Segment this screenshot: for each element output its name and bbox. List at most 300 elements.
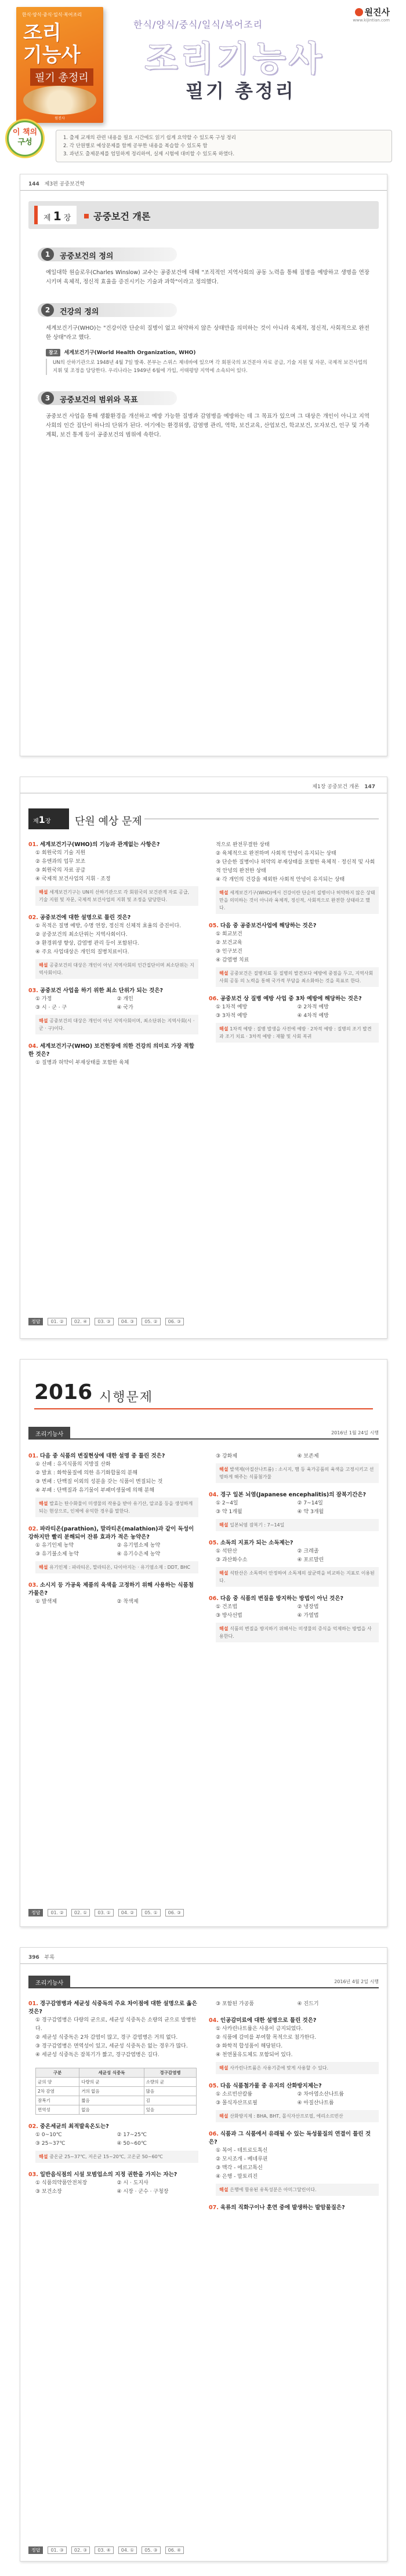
answer-option: ① 가정 bbox=[35, 996, 52, 1002]
answer-option-row bbox=[28, 2179, 198, 2188]
question-number: 01. bbox=[28, 841, 38, 848]
answer-option: ② 보건교육 bbox=[216, 940, 242, 946]
header-title: 조리기능사 bbox=[145, 39, 325, 78]
section-pill bbox=[38, 303, 177, 317]
subject-name: 조리기능사 bbox=[28, 1976, 70, 1988]
answer-option: ② 세균성 식중독은 2차 감염이 많고, 경구 감염병은 거의 없다. bbox=[35, 2035, 178, 2041]
book-cover-top: 한식·양식·중식·일식·복어조리 bbox=[22, 12, 82, 17]
question-number: 03. bbox=[28, 1582, 38, 1588]
section-text: 세계보건기구(WHO)는 "건강이란 단순히 질병이 없고 허약하지 않은 상태만을 의미하는 것이 아니라 육체적, 정신적, 사회적으로 완전한 상태"라고 했다. bbox=[46, 325, 369, 341]
table-row bbox=[36, 2087, 197, 2096]
answer-option-row bbox=[209, 1612, 379, 1620]
question-item bbox=[28, 1582, 198, 1606]
question-column-left bbox=[28, 2000, 198, 2220]
answer-option: ② 식품에 감미를 부여할 목적으로 첨가한다. bbox=[216, 2035, 317, 2041]
table-cell: 잠복기 bbox=[36, 2096, 79, 2105]
question-columns bbox=[28, 841, 379, 1076]
question-item bbox=[209, 2000, 379, 2009]
answer-key-label: 정답 bbox=[28, 1909, 43, 1916]
section-number: 3 bbox=[41, 392, 54, 405]
header-title-sub: 필기 총정리 bbox=[186, 80, 296, 102]
answer-option: ③ 25~37℃ bbox=[35, 2141, 66, 2147]
answer-option: ③ 단순한 질병이나 허약의 부재상태를 포함한 육체적 · 정신적 및 사회적 안녕의 완전한 상태 bbox=[216, 859, 375, 874]
question-number: 06. bbox=[209, 996, 219, 1002]
explanation-mark: 해설 bbox=[219, 1522, 230, 1528]
answer-option: ④ 천연물유도체도 포함되어 있다. bbox=[216, 2052, 293, 2058]
exam-date: 2016년 1월 24일 시행 bbox=[331, 1430, 379, 1435]
question-number: 03. bbox=[28, 2171, 38, 2178]
chapter-bar bbox=[28, 201, 379, 229]
question-stem: 소독의 지표가 되는 소독제는? bbox=[220, 1540, 293, 1546]
question-stem: 다음 중 공중보건사업에 해당하는 것은? bbox=[220, 923, 317, 929]
question-stem: 육류의 직화구이나 훈연 중에 발생하는 발암물질은? bbox=[220, 2205, 345, 2211]
comparison-table bbox=[35, 2068, 197, 2115]
chapter-number-value: 1 bbox=[53, 209, 61, 223]
answer-option: ④ 각 개인의 건강을 제외한 사회적 안녕이 유지되는 상태 bbox=[216, 877, 345, 883]
question-item bbox=[209, 995, 379, 1043]
answer-option-row bbox=[209, 2000, 379, 2009]
answer-option: ③ 변패 : 단백질 이외의 성분을 갖는 식품이 변질되는 것 bbox=[35, 1479, 163, 1485]
question-number: 05. bbox=[209, 2083, 219, 2089]
question-item bbox=[209, 1539, 379, 1587]
answer-option: ② 유엔과의 업무 보조 bbox=[35, 859, 86, 865]
question-text bbox=[28, 841, 198, 849]
explanation-mark: 해설 bbox=[39, 890, 50, 895]
answer-option: ① 회원국의 기술 지원 bbox=[35, 850, 86, 856]
answer-key-item: 01. ③ bbox=[48, 2546, 66, 2554]
question-item bbox=[28, 1043, 198, 1067]
table-header-row bbox=[36, 2068, 197, 2078]
answer-key-item: 05. ② bbox=[142, 1318, 160, 1325]
answer-option: ① 1차적 예방 bbox=[216, 1004, 248, 1010]
answer-key bbox=[28, 1907, 379, 1918]
publisher-name: 원진사 bbox=[364, 7, 390, 17]
answer-option: ④ 감염병 치료 bbox=[216, 957, 249, 963]
answer-option-row bbox=[209, 1003, 379, 1012]
feature-item: 3. 과년도 출제문제를 엄밀하게 정리하여, 실제 시험에 대비할 수 있도록 하였다. bbox=[63, 151, 235, 157]
page-running-title: 부록 bbox=[44, 1955, 55, 1961]
explanation-text: 유기인제 : 파라티온, 말라티온, 다이아지논 · 유기염소제 : DDT, BHC bbox=[49, 1565, 191, 1570]
explanation-text: 공중보건의 대상은 개인이 아닌 지역사회의 인간집단이며 최소단위는 지역사회이다. bbox=[39, 963, 194, 975]
table-cell: 짧음 bbox=[79, 2096, 144, 2105]
answer-option: ④ 유기수은제 농약 bbox=[117, 1551, 161, 1557]
unit-label-prefix: 제 bbox=[33, 818, 39, 825]
table-header: 세균성 식중독 bbox=[79, 2068, 144, 2078]
answer-key-label: 정답 bbox=[28, 1318, 43, 1325]
answer-option: ② 차아염소산나트륨 bbox=[297, 2092, 344, 2097]
question-stem: 세계보건기구(WHO) 보건헌장에 의한 건강의 의미로 가장 적합한 것은? bbox=[28, 1043, 194, 1058]
question-stem: 중온세균의 최적발육온도는? bbox=[39, 2123, 109, 2130]
answer-key-item: 06. ④ bbox=[165, 2546, 184, 2554]
question-item bbox=[28, 1452, 198, 1517]
explanation-box bbox=[35, 2151, 198, 2163]
explanation-box bbox=[35, 1497, 198, 1517]
feature-item: 1. 출제 교재의 관련 내용을 필요 시간에도 읽기 쉽게 요약할 수 있도록 구성 정리 bbox=[63, 135, 236, 141]
explanation-box bbox=[35, 886, 198, 906]
explanation-text: 중온균 25~37℃, 저온균 15~20℃, 고온균 50~60℃ bbox=[49, 2154, 163, 2159]
answer-option-row bbox=[209, 1012, 379, 1021]
question-column-right bbox=[209, 841, 379, 1076]
explanation-box bbox=[216, 1463, 379, 1483]
explanation-box bbox=[35, 1015, 198, 1034]
page-number: 144 bbox=[28, 181, 39, 187]
section-title: 공중보건의 범위와 목표 bbox=[60, 396, 138, 405]
answer-key bbox=[28, 1316, 379, 1327]
question-number: 01. bbox=[28, 2001, 38, 2007]
book-structure-badge bbox=[7, 121, 43, 156]
answer-key-item: 06. ③ bbox=[165, 1909, 184, 1916]
section-number: 2 bbox=[41, 304, 54, 316]
reference-note-heading: 세계보건기구(World Health Organization, WHO) bbox=[64, 350, 196, 356]
answer-option: ① 목적은 질병 예방, 수명 연장, 정신적 신체적 효율의 증진이다. bbox=[35, 923, 182, 929]
answer-key-item: 01. ② bbox=[48, 1318, 66, 1325]
answer-key-item: 03. ① bbox=[95, 1909, 113, 1916]
table-cell: 거의 없음 bbox=[79, 2087, 144, 2096]
explanation-box bbox=[216, 887, 379, 914]
answer-option: ④ 은행 - 말토리진 bbox=[216, 2174, 258, 2180]
explanation-box bbox=[216, 1623, 379, 1642]
question-item bbox=[209, 841, 379, 914]
table-cell: 면역성 bbox=[36, 2105, 79, 2115]
page-number: 396 bbox=[28, 1955, 39, 1961]
unit-label-value: 1 bbox=[38, 814, 45, 825]
answer-option: ④ 부패 : 단백질과 유기물이 부패미생물에 의해 분해 bbox=[35, 1488, 155, 1493]
question-text bbox=[28, 1043, 198, 1059]
answer-option: ② 공중보건의 최소단위는 지역사회이다. bbox=[35, 932, 128, 938]
explanation-box bbox=[216, 2184, 379, 2196]
section-text: 예일대학 원슬로우(Charles Winslow) 교수는 공중보건에 대해 "조직적인 지역사회의 공동 노력을 통해 질병을 예방하고 생명을 연장시키며 육체적, 정신적 효율을 증진시키는 기술과 과학"이라고 정의했다. bbox=[46, 269, 369, 285]
answer-option: ③ 몰식자산프로필 bbox=[216, 2100, 258, 2106]
question-text bbox=[209, 922, 379, 930]
unit-quiz-title bbox=[28, 808, 379, 829]
answer-option: ① 유기인제 농약 bbox=[35, 1543, 74, 1548]
question-stem: 소시지 등 가공육 제품의 육색을 고정하기 위해 사용하는 식품첨가물은? bbox=[28, 1582, 194, 1597]
question-item bbox=[209, 1491, 379, 1531]
book-cover-sub: 필기 총정리 bbox=[30, 68, 93, 86]
section-text: 공중보건 사업을 통해 생활환경을 개선하고 예방 가능한 질병과 감염병을 예방하는 데 그 목표가 있으며 그 대상은 개인이 아니고 지역사회의 인간 집단이 하나의 단위가 된다. 여기에는 환경위생, 감염병 관리, 역학, 보건교육, 산업보건, 학교보건, 모자보건, 인구 및 가족계획, 보건 통계 등이 공중보건의 범위에 속한다. bbox=[46, 413, 369, 438]
explanation-text: 일본뇌염 잠복기 : 7~14일 bbox=[230, 1522, 285, 1528]
answer-option: ② 2차적 예방 bbox=[297, 1004, 329, 1010]
question-stem: 식품과 그 식품에서 유래될 수 있는 독성물질의 연결이 틀린 것은? bbox=[209, 2131, 371, 2145]
answer-option: ③ 보건소장 bbox=[35, 2189, 62, 2195]
answer-option: ① 건조법 bbox=[216, 1604, 238, 1610]
explanation-text: 산화방지제 : BHA, BHT, 몰식자산프로필, 에리소르빈산 bbox=[230, 2114, 343, 2119]
reference-note-title bbox=[46, 348, 369, 356]
sample-page-appendix bbox=[20, 1947, 387, 2562]
question-number: 01. bbox=[28, 1453, 38, 1459]
explanation-box bbox=[216, 967, 379, 987]
answer-option-row bbox=[28, 995, 198, 1004]
answer-option: ④ 아질산나트륨 bbox=[297, 2100, 334, 2106]
sample-page-exam bbox=[20, 1359, 387, 1927]
explanation-mark: 해설 bbox=[219, 971, 230, 976]
explanation-text: 발색제(아질산나트륨) : 소시지, 햄 등 육가공품의 육색을 고정시키고 선명하게 해주는 식품첨가물 bbox=[219, 1467, 374, 1480]
subject-name: 조리기능사 bbox=[28, 1427, 70, 1440]
question-number: 06. bbox=[209, 2131, 219, 2137]
answer-option: ① 발색제 bbox=[35, 1599, 57, 1605]
title-rule bbox=[144, 818, 379, 819]
answer-key bbox=[28, 2545, 379, 2555]
question-stem: 다음 중 식품의 변질을 방지하는 방법이 아닌 것은? bbox=[220, 1595, 344, 1602]
answer-option: ② 발효 : 화학물질에 의한 유기화합물의 분해 bbox=[35, 1470, 138, 1476]
page-running-title: 제3편 공중보건학 bbox=[44, 181, 85, 187]
question-item bbox=[28, 914, 198, 979]
table-body bbox=[36, 2078, 197, 2115]
explanation-mark: 해설 bbox=[219, 890, 230, 895]
question-number: 03. bbox=[28, 988, 38, 994]
question-number: 04. bbox=[28, 1043, 38, 1050]
table-header: 경구감염병 bbox=[144, 2068, 197, 2078]
explanation-box bbox=[35, 959, 198, 979]
question-item bbox=[28, 2000, 198, 2060]
answer-option: ② 17~25℃ bbox=[117, 2132, 147, 2138]
answer-option: ④ 주요 사업대상은 개인의 질병치료이다. bbox=[35, 949, 129, 955]
answer-key-item: 02. ③ bbox=[71, 2546, 90, 2554]
question-column-left bbox=[28, 841, 198, 1076]
explanation-mark: 해설 bbox=[39, 1501, 50, 1506]
question-number: 02. bbox=[28, 1526, 38, 1532]
answer-option-row bbox=[209, 1508, 379, 1517]
question-text bbox=[28, 2171, 198, 2179]
question-number: 06. bbox=[209, 1595, 219, 1602]
reference-note-body: UN의 산하기관으로 1948년 4월 7일 발족. 본부는 스위스 제네바에 있으며 각 회원국의 보건분야 자료 공급, 기술 지원 및 자문, 국제적 보건사업의 지휘 및 조정을 담당한다. 우리나라는 1949년 6월에 가입, 서태평양 지역에 소속되어 있다. bbox=[46, 359, 369, 375]
answer-option: ② 유기염소제 농약 bbox=[117, 1543, 161, 1548]
explanation-mark: 해설 bbox=[39, 963, 50, 968]
answer-option: ③ 회원국의 자료 공급 bbox=[35, 868, 86, 873]
question-item bbox=[209, 1595, 379, 1642]
subject-bar bbox=[28, 1427, 379, 1440]
answer-key-item: 02. ④ bbox=[71, 1318, 90, 1325]
book-cover-foot: 원진사 bbox=[55, 116, 65, 121]
exam-date: 2016년 4월 2일 시행 bbox=[334, 1979, 379, 1984]
question-item bbox=[28, 1525, 198, 1573]
answer-option: ③ 포함된 가공품 bbox=[216, 2001, 254, 2007]
book-cover-food-image bbox=[23, 86, 96, 115]
answer-option-row bbox=[28, 2140, 198, 2148]
answer-option: ③ 방사선법 bbox=[216, 1613, 242, 1619]
question-item bbox=[209, 1452, 379, 1483]
table-row bbox=[36, 2078, 197, 2087]
answer-option-row bbox=[28, 1004, 198, 1012]
answer-option-row bbox=[209, 1603, 379, 1612]
answer-option: ③ 3차적 예방 bbox=[216, 1013, 248, 1019]
answer-option-row bbox=[209, 1499, 379, 1508]
question-number: 04. bbox=[209, 1492, 219, 1498]
question-stem: 공중보건에 대한 설명으로 틀린 것은? bbox=[39, 914, 131, 921]
explanation-text: 공중보건의 대상은 개인이 아닌 지역사회이며, 최소단위는 지역사회(시 · 군 · 구)이다. bbox=[39, 1018, 195, 1031]
page-running-title: 제1장 공중보건 개론 bbox=[312, 784, 360, 790]
question-stem: 다음 중 식품의 변질현상에 대한 설명 중 틀린 것은? bbox=[39, 1453, 165, 1459]
badge-line1: 이 책의 bbox=[12, 128, 38, 137]
page-number: 147 bbox=[364, 784, 375, 790]
answer-key-label: 정답 bbox=[28, 2546, 43, 2554]
answer-key-item: 05. ③ bbox=[142, 2546, 160, 2554]
exam-banner bbox=[34, 1377, 387, 1409]
answer-key-item: 04. ③ bbox=[118, 1318, 137, 1325]
answer-option: ④ 4차적 예방 bbox=[297, 1013, 329, 1019]
table-cell: 없음 bbox=[79, 2105, 144, 2115]
explanation-text: 식품의 변질을 방지하기 위해서는 미생물의 증식을 억제하는 방법을 사용한다. bbox=[219, 1626, 372, 1639]
table-cell: 다량의 균 bbox=[79, 2078, 144, 2087]
question-text bbox=[28, 1452, 198, 1460]
table-row bbox=[36, 2096, 197, 2105]
question-text bbox=[209, 2082, 379, 2090]
answer-option: ③ 시 · 군 · 구 bbox=[35, 1005, 67, 1011]
exam-year: 2016 bbox=[34, 1380, 93, 1404]
chapter-number-prefix: 제 bbox=[44, 214, 51, 223]
explanation-mark: 해설 bbox=[219, 2065, 230, 2071]
question-item bbox=[209, 2204, 379, 2212]
answer-option: ④ 세균성 식중독은 잠복기가 짧고, 경구감염병은 길다. bbox=[35, 2052, 160, 2058]
publisher-logo bbox=[353, 6, 390, 18]
page-header bbox=[20, 777, 387, 793]
table-cell: 2차 감염 bbox=[36, 2087, 79, 2096]
question-item bbox=[209, 2017, 379, 2074]
question-text bbox=[28, 914, 198, 922]
answer-option: ① 소르빈산칼륨 bbox=[216, 2092, 253, 2097]
question-column-left bbox=[28, 1452, 198, 1650]
answer-option-row bbox=[28, 2188, 198, 2196]
answer-option: ① 사카린나트륨은 사용이 금지되었다. bbox=[216, 2026, 303, 2032]
question-stem: 일반음식점의 시설 모범업소의 지정 권한을 가지는 자는? bbox=[39, 2171, 177, 2178]
question-number: 07. bbox=[209, 2205, 219, 2211]
section-title: 건강의 정의 bbox=[60, 308, 99, 316]
table-cell: 소량의 균 bbox=[144, 2078, 197, 2087]
question-item bbox=[209, 922, 379, 987]
book-cover bbox=[16, 7, 103, 123]
explanation-mark: 해설 bbox=[219, 1026, 230, 1032]
answer-key-item: 02. ① bbox=[71, 1909, 90, 1916]
book-cover-title bbox=[23, 22, 81, 66]
answer-option: ② 냉장법 bbox=[297, 1604, 319, 1610]
explanation-mark: 해설 bbox=[219, 1571, 230, 1576]
answer-option: ③ 과산화수소 bbox=[216, 1557, 248, 1563]
answer-option: ④ 시장 · 군수 · 구청장 bbox=[117, 2189, 169, 2195]
answer-key-item: 06. ③ bbox=[165, 1318, 184, 1325]
feature-item: 2. 각 단원별로 예상문제를 함께 공부한 내용을 복습할 수 있도록 함 bbox=[63, 143, 208, 149]
section-heading bbox=[38, 303, 369, 317]
answer-key-item: 04. ① bbox=[118, 2546, 137, 2554]
question-stem: 경구감염병과 세균성 식중독의 주요 차이점에 대한 설명으로 옳은 것은? bbox=[28, 2001, 197, 2015]
answer-option: ① 2~4일 bbox=[216, 1500, 238, 1506]
answer-option: ④ 보존제 bbox=[297, 1453, 319, 1459]
unit-label bbox=[28, 808, 69, 829]
page-header bbox=[20, 1948, 387, 1964]
answer-option: ② 7~14일 bbox=[297, 1500, 323, 1506]
explanation-box bbox=[216, 1023, 379, 1043]
table-cell: 있음 bbox=[144, 2105, 197, 2115]
explanation-mark: 해설 bbox=[219, 2114, 230, 2119]
feature-list bbox=[56, 130, 392, 162]
answer-key-item: 01. ② bbox=[48, 1909, 66, 1916]
answer-option-row bbox=[28, 1598, 198, 1606]
question-text bbox=[28, 1582, 198, 1598]
unit-quiz-heading: 단원 예상 문제 bbox=[75, 815, 142, 828]
explanation-box bbox=[35, 1561, 198, 1573]
answer-option: 적으로 완전무결한 상태 bbox=[216, 842, 270, 848]
answer-option: ② 시 · 도지사 bbox=[117, 2180, 148, 2186]
answer-option: ④ 50~60℃ bbox=[117, 2141, 147, 2147]
explanation-mark: 해설 bbox=[39, 1018, 50, 1023]
table-cell: 균의 양 bbox=[36, 2078, 79, 2087]
answer-option: ① 석탄산 bbox=[216, 1548, 238, 1554]
answer-option: ① 질병과 허약이 부재상태를 포함한 육체 bbox=[35, 1060, 129, 1066]
question-stem: 경구 일본 뇌염(Japanese encephalitis)의 잠복기간은? bbox=[220, 1492, 367, 1498]
explanation-mark: 해설 bbox=[219, 1467, 230, 1472]
table-cell: 김 bbox=[144, 2096, 197, 2105]
explanation-mark: 해설 bbox=[219, 2187, 230, 2192]
question-text bbox=[209, 2204, 379, 2212]
book-cover-title-text: 조리 기능사 bbox=[23, 21, 81, 67]
answer-option-row bbox=[28, 1550, 198, 1559]
question-number: 02. bbox=[28, 2123, 38, 2130]
question-columns bbox=[28, 1452, 379, 1650]
answer-option: ② 개인 bbox=[117, 996, 133, 1002]
question-stem: 공중보건 상 질병 예방 사업 중 3차 예방에 해당하는 것은? bbox=[220, 996, 362, 1002]
reference-note bbox=[46, 348, 369, 375]
question-number: 04. bbox=[209, 2017, 219, 2024]
chapter-number bbox=[34, 206, 77, 224]
section-title: 공중보건의 정의 bbox=[60, 252, 114, 261]
explanation-box bbox=[216, 1567, 379, 1587]
publisher-logo-icon bbox=[355, 8, 363, 16]
explanation-box bbox=[216, 2062, 379, 2074]
answer-option: ③ 화학적 합성품이 해당된다. bbox=[216, 2043, 283, 2049]
answer-option: ④ 국가 bbox=[117, 1005, 133, 1011]
explanation-text: 세계보건기구는 UN의 산하기관으로 각 회원국의 보건관계 자료 공급, 기술 지원 및 자문, 국제적 보건사업의 지휘 및 조정을 담당한다. bbox=[39, 890, 190, 902]
answer-option: ① 산패 : 유지식품의 지방질 산화 bbox=[35, 1462, 111, 1467]
answer-option: ① 회교보건 bbox=[216, 931, 242, 937]
answer-option: ④ 국제적 보건사업의 지휘 · 조정 bbox=[35, 876, 111, 882]
question-column-right bbox=[209, 2000, 379, 2220]
answer-option: ③ 맥각 - 에르고톡신 bbox=[216, 2165, 263, 2171]
answer-option-row bbox=[209, 2090, 379, 2099]
answer-option: ④ 포르말린 bbox=[297, 1557, 324, 1563]
question-item bbox=[28, 2123, 198, 2163]
question-text bbox=[209, 2017, 379, 2025]
section-number: 1 bbox=[41, 248, 54, 261]
explanation-text: 발효는 탄수화물이 미생물의 작용을 받아 유기산, 알코올 등을 생성하게 되는 현상으로, 인체에 유익한 경우를 말한다. bbox=[39, 1501, 193, 1514]
question-stem: 인공감미료에 대한 설명으로 틀린 것은? bbox=[220, 2017, 317, 2024]
question-item bbox=[28, 841, 198, 906]
answer-key-item: 05. ① bbox=[142, 1909, 160, 1916]
explanation-mark: 해설 bbox=[39, 1565, 50, 1570]
page-header bbox=[20, 174, 387, 191]
answer-option: ③ 경구감염병은 면역성이 있고, 세균성 식중독은 없는 경우가 많다. bbox=[35, 2043, 188, 2049]
unit-label-suffix: 장 bbox=[45, 818, 51, 825]
exam-rule bbox=[34, 1408, 373, 1409]
answer-option-row bbox=[209, 2099, 379, 2108]
answer-option: ③ 유기불소제 농약 bbox=[35, 1551, 79, 1557]
question-group bbox=[28, 2000, 198, 2060]
question-group bbox=[28, 2123, 198, 2196]
question-stem: 공중보건 사업을 하기 위한 최소 단위가 되는 것은? bbox=[39, 988, 164, 994]
answer-option-row bbox=[209, 1452, 379, 1461]
question-columns bbox=[28, 2000, 379, 2220]
question-column-right bbox=[209, 1452, 379, 1650]
question-text bbox=[28, 1525, 198, 1542]
question-item bbox=[209, 2082, 379, 2122]
explanation-text: 공중보건은 질병치료 등 질병의 발견보다 예방에 중점을 두고, 지역사회 사회 공동 의 노력을 통해 국가적 부담을 최소화하는 것을 목표로 한다. bbox=[219, 971, 374, 983]
section-heading bbox=[38, 391, 369, 405]
answer-option-row bbox=[28, 2131, 198, 2140]
answer-option: ② 육체적으로 완전하며 사회적 안녕이 유지되는 상태 bbox=[216, 851, 336, 857]
table-header: 구분 bbox=[36, 2068, 79, 2078]
answer-option-row bbox=[209, 1547, 379, 1556]
answer-option-row bbox=[209, 1556, 379, 1565]
explanation-box bbox=[216, 1519, 379, 1531]
answer-option: ③ 환경위생 향상, 감염병 관리 등이 포함된다. bbox=[35, 941, 139, 946]
